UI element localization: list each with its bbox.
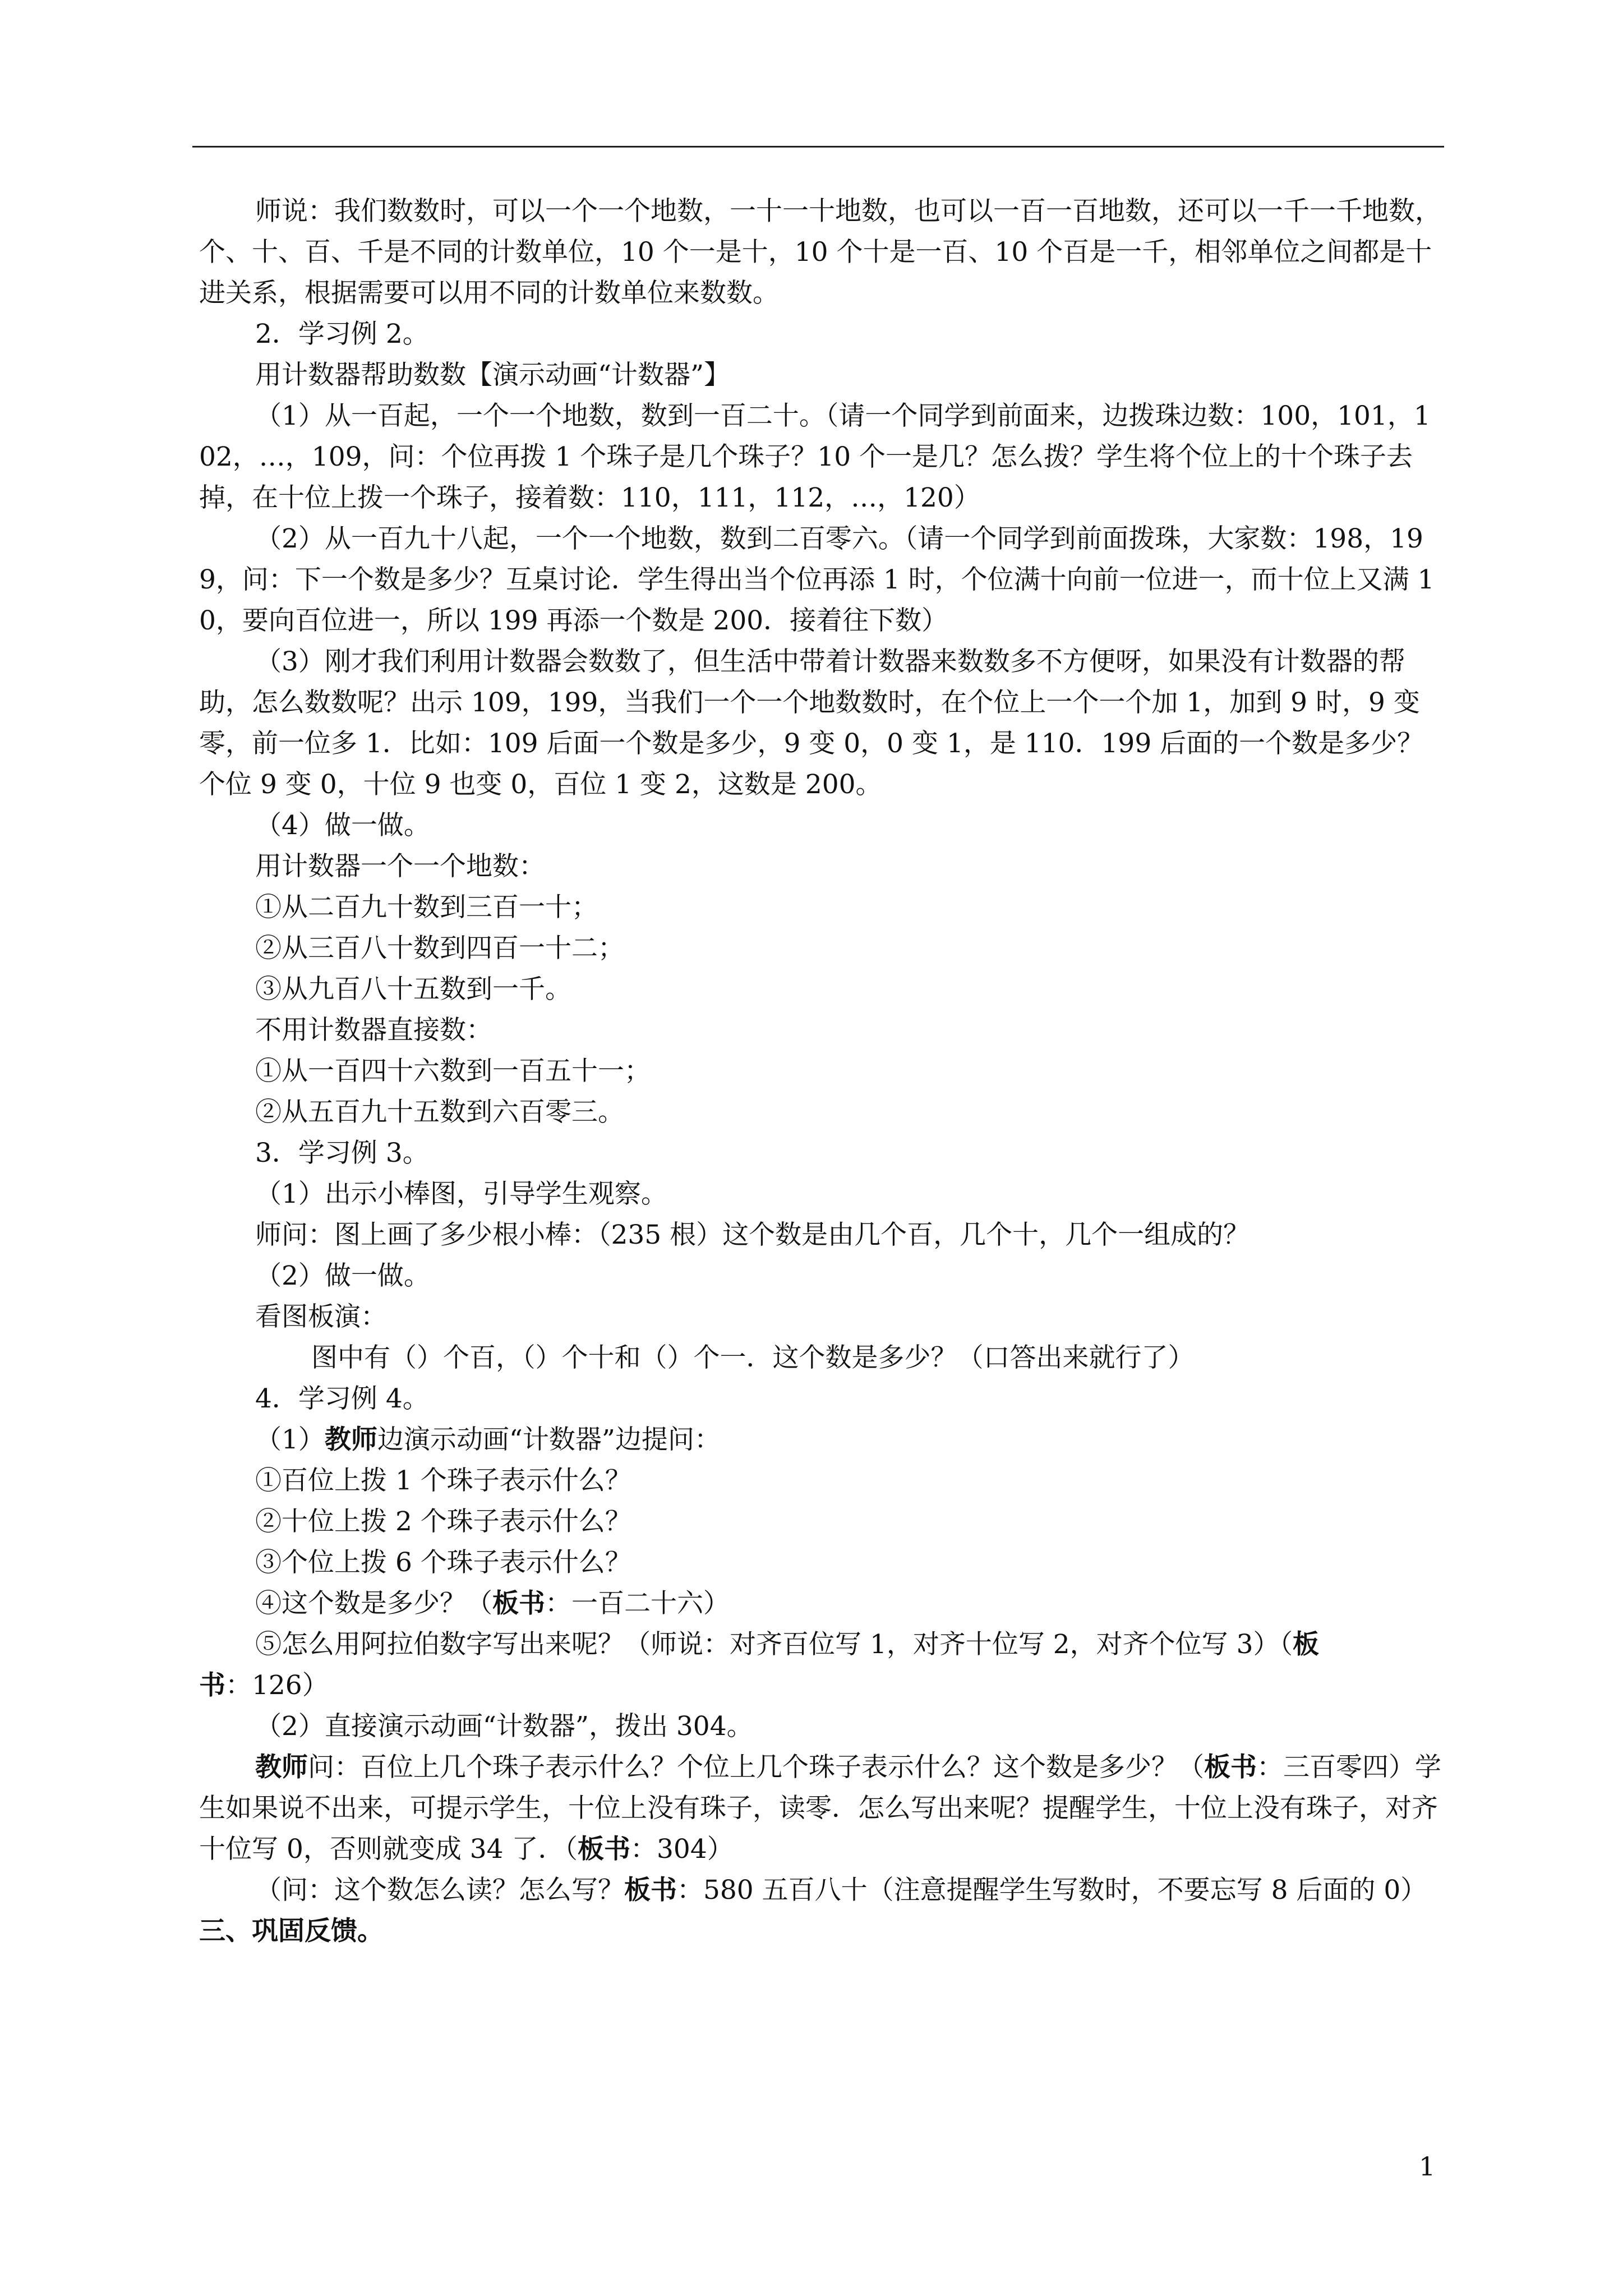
bold-run: 板书 bbox=[199, 1629, 1320, 1701]
list-item: ②从三百八十数到四百一十二； bbox=[255, 933, 624, 964]
paragraph-step-3: （3）刚才我们利用计数器会数数了，但生活中带着计数器来数数多不方便呀，如果没有计数器的帮助，怎么数数呢？出示 109，199，当我们一个一个地数数时，在个位上一个一个加 1，加到 9 时，9 变零，前一位多 1．比如：109 后面一个数是多少，9 变 0，0 变 1，是 110．199 后面的一个数是多少？个位 9 变 0，十位 9 也变 0，百位 1 变 2，这数是 200。 bbox=[199, 646, 1424, 800]
bold-run: 板书 bbox=[1204, 1752, 1257, 1783]
text-run: ④这个数是多少？（ bbox=[255, 1588, 492, 1619]
list-item: ③个位上拨 6 个珠子表示什么？ bbox=[255, 1547, 631, 1578]
list-item: ②从五百九十五数到六百零三。 bbox=[255, 1097, 624, 1128]
header-rule bbox=[192, 146, 1444, 148]
list-item bbox=[199, 1583, 1445, 1624]
text-run: ：126） bbox=[225, 1670, 329, 1701]
paragraph-demo-304: （2）直接演示动画“计数器”，拨出 304。 bbox=[255, 1711, 753, 1742]
bold-run: 板书 bbox=[578, 1834, 631, 1865]
paragraph-counter-demo: 用计数器帮助数数【演示动画“计数器”】 bbox=[255, 360, 731, 390]
bold-run: 教师 bbox=[255, 1752, 308, 1783]
paragraph-board-demo: 看图板演： bbox=[255, 1301, 387, 1332]
bold-run: 板书 bbox=[492, 1588, 545, 1619]
section-heading-consolidation: 三、巩固反馈。 bbox=[199, 1916, 384, 1947]
list-item: ①从一百四十六数到一百五十一； bbox=[255, 1056, 651, 1087]
text-run: ：三百零四）学生如果说不出来，可提示学生，十位上没有珠子，读零．怎么写出来呢？提醒学生，十位上没有珠子，对齐十位写 0，否则就变成 34 了．（ bbox=[199, 1752, 1441, 1865]
paragraph-step-1: （1）从一百起，一个一个地数，数到一百二十。（请一个同学到前面来，边拨珠边数：100，101，102，…，109，问：个位再拨 1 个珠子是几个珠子？10 个一是几？怎么拨？学生将个位上的十个珠子去掉，在十位上拨一个珠子，接着数：110，111，112，…，120） bbox=[199, 401, 1431, 513]
paragraph-teacher-demo bbox=[199, 1419, 1445, 1460]
paragraph-teacher-asks bbox=[199, 1747, 1445, 1870]
text-run: 问：百位上几个珠子表示什么？个位上几个珠子表示什么？这个数是多少？（ bbox=[308, 1752, 1204, 1783]
paragraph-teacher-question: 师问：图上画了多少根小棒：（235 根）这个数是由几个百，几个十，几个一组成的？ bbox=[255, 1220, 1250, 1250]
text-run: （问：这个数怎么读？怎么写？ bbox=[255, 1875, 624, 1906]
paragraph-count-with-counter: 用计数器一个一个地数： bbox=[255, 851, 545, 882]
paragraph-step-2: （2）从一百九十八起，一个一个地数，数到二百零六。（请一个同学到前面拨珠，大家数：198，199，问：下一个数是多少？互桌讨论．学生得出当个位再添 1 时，个位满十向前一位进一，而十位上又满 10，要向百位进一，所以 199 再添一个数是 200．接着往下数） bbox=[199, 523, 1435, 636]
list-item: ③从九百八十五数到一千。 bbox=[255, 974, 571, 1005]
paragraph-fill-in: 图中有（）个百，（）个十和（）个一．这个数是多少？（口答出来就行了） bbox=[311, 1342, 1195, 1373]
list-item: ②十位上拨 2 个珠子表示什么？ bbox=[255, 1506, 631, 1537]
section-heading-example-4: 4．学习例 4。 bbox=[255, 1383, 429, 1414]
paragraph-step-4: （4）做一做。 bbox=[255, 810, 430, 841]
bold-run: 板书 bbox=[624, 1875, 677, 1906]
paragraph-stick-figure: （1）出示小棒图，引导学生观察。 bbox=[255, 1179, 667, 1209]
text-run: ：580 五百八十（注意提醒学生写数时，不要忘写 8 后面的 0） bbox=[677, 1875, 1427, 1906]
list-item bbox=[199, 1624, 1445, 1706]
text-run: ：一百二十六） bbox=[545, 1588, 730, 1619]
list-item: ①从二百九十数到三百一十； bbox=[255, 892, 598, 923]
paragraph-read-write bbox=[199, 1870, 1445, 1911]
text-run: 边演示动画“计数器”边提问： bbox=[377, 1424, 721, 1455]
text-run: （1） bbox=[255, 1424, 325, 1455]
section-heading-example-3: 3．学习例 3。 bbox=[255, 1138, 429, 1168]
document-body bbox=[199, 191, 1445, 1952]
paragraph-try-it: （2）做一做。 bbox=[255, 1260, 430, 1291]
paragraph-intro: 师说：我们数数时，可以一个一个地数，一十一十地数，也可以一百一百地数，还可以一千一千地数，个、十、百、千是不同的计数单位，10 个一是十，10 个十是一百、10 个百是一千，相邻单位之间都是十进关系，根据需要可以用不同的计数单位来数数。 bbox=[199, 196, 1441, 309]
text-run: ：304） bbox=[630, 1834, 734, 1865]
text-run: ⑤怎么用阿拉伯数字写出来呢？（师说：对齐百位写 1，对齐十位写 2，对齐个位写 3）（ bbox=[255, 1629, 1293, 1660]
list-item: ①百位上拨 1 个珠子表示什么？ bbox=[255, 1465, 631, 1496]
paragraph-count-without-counter: 不用计数器直接数： bbox=[255, 1015, 492, 1046]
bold-run: 教师 bbox=[324, 1424, 377, 1455]
section-heading-example-2: 2．学习例 2。 bbox=[255, 319, 429, 349]
page-number: 1 bbox=[1419, 2151, 1436, 2182]
